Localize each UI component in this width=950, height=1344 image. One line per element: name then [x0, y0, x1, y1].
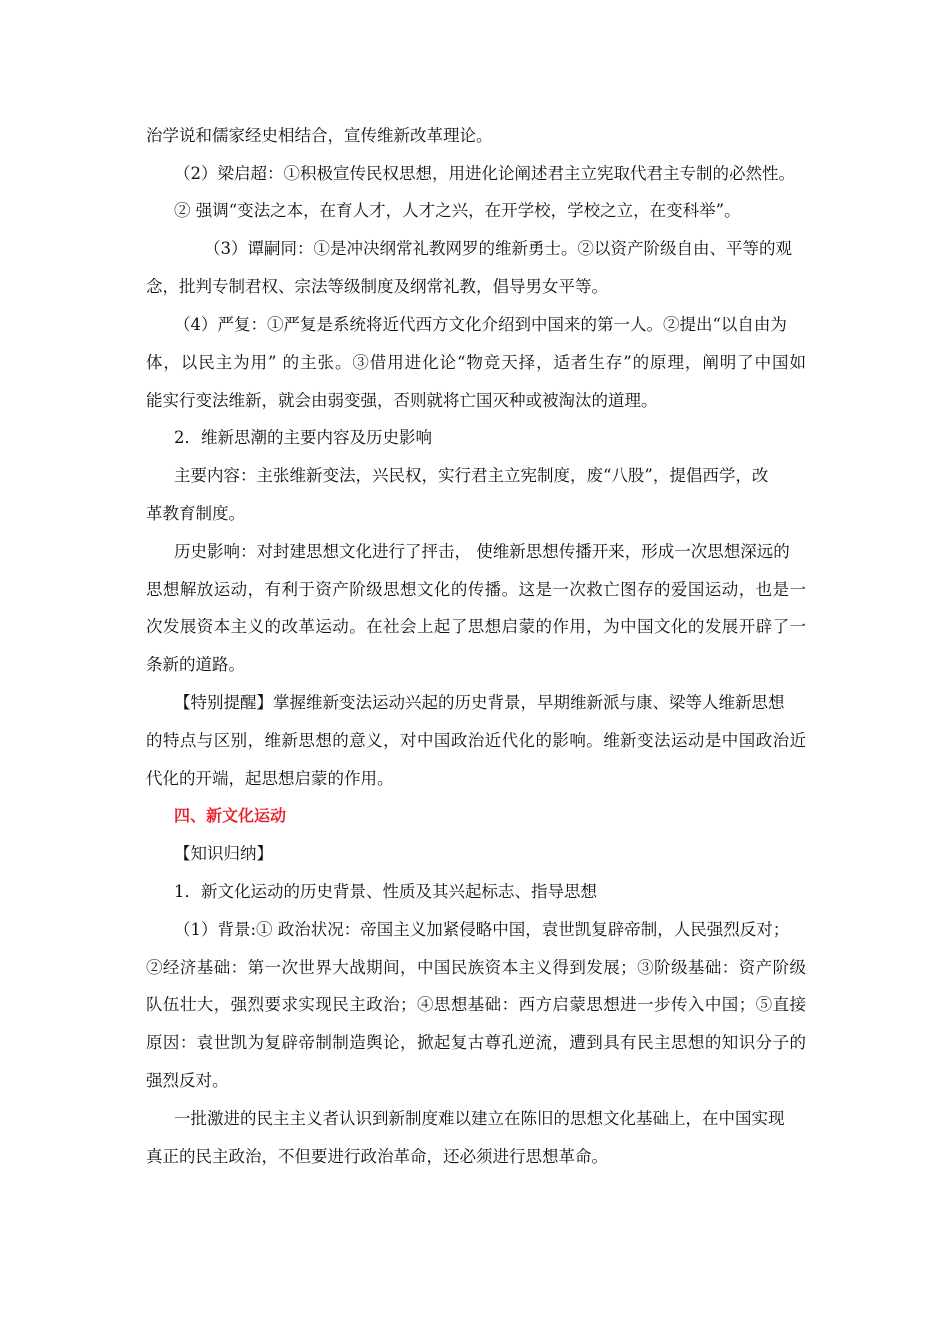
text-line: 次发展资本主义的改革运动。在社会上起了思想启蒙的作用，为中国文化的发展开辟了一	[146, 617, 806, 636]
text-line: 历史影响：对封建思想文化进行了抨击， 使维新思想传播开来，形成一次思想深远的	[174, 542, 790, 561]
text-line: 原因：袁世凯为复辟帝制制造舆论，掀起复古尊孔逆流，遭到具有民主思想的知识分子的	[146, 1033, 806, 1052]
text-line: 代化的开端，起思想启蒙的作用。	[146, 769, 394, 788]
text-line: （4）严复：①严复是系统将近代西方文化介绍到中国来的第一人。②提出“以自由为	[174, 315, 787, 334]
text-line: 思想解放运动，有利于资产阶级思想文化的传播。这是一次救亡图存的爱国运动，也是一	[146, 580, 806, 599]
text-line: 队伍壮大，强烈要求实现民主政治；④思想基础：西方启蒙思想进一步传入中国；⑤直接	[146, 995, 806, 1014]
text-line: 革教育制度。	[146, 504, 245, 523]
text-line: 真正的民主政治，不但要进行政治革命，还必须进行思想革命。	[146, 1147, 608, 1166]
text-line: （3）谭嗣同：①是冲决纲常礼教网罗的维新勇士。②以资产阶级自由、平等的观	[204, 239, 792, 258]
text-line: 强烈反对。	[146, 1071, 229, 1090]
section-heading: 四、新文化运动	[174, 806, 287, 825]
text-line: 治学说和儒家经史相结合，宣传维新改革理论。	[146, 126, 493, 145]
text-line: 念，批判专制君权、宗法等级制度及纲常礼教，倡导男女平等。	[146, 277, 608, 296]
text-line: （1）背景:① 政治状况：帝国主义加紧侵略中国，袁世凯复辟帝制，人民强烈反对；	[174, 920, 790, 939]
text-line: ②经济基础：第一次世界大战期间，中国民族资本主义得到发展；③阶级基础：资产阶级	[146, 958, 806, 977]
text-line: 体，以民主为用” 的主张。③借用进化论“物竞天择，适者生存”的原理，阐明了中国如	[146, 353, 806, 372]
special-reminder: 【特别提醒】掌握维新变法运动兴起的历史背景，早期维新派与康、梁等人维新思想	[174, 693, 785, 712]
text-line: 能实行变法维新，就会由弱变强，否则就将亡国灭种或被淘汰的道理。	[146, 391, 658, 410]
knowledge-summary-label: 【知识归纳】	[174, 844, 273, 863]
section-subheading: 2．维新思潮的主要内容及历史影响	[174, 428, 432, 447]
text-line: ② 强调“变法之本，在育人才，人才之兴，在开学校，学校之立，在变科举”。	[174, 201, 741, 220]
text-line: 条新的道路。	[146, 655, 245, 674]
text-line: （2）梁启超：①积极宣传民权思想，用进化论阐述君主立宪取代君主专制的必然性。	[174, 164, 795, 183]
text-line: 主要内容：主张维新变法，兴民权，实行君主立宪制度，废“八股”，提倡西学，改	[174, 466, 769, 485]
text-line: 的特点与区别，维新思想的意义，对中国政治近代化的影响。维新变法运动是中国政治近	[146, 731, 806, 750]
section-subheading: 1．新文化运动的历史背景、性质及其兴起标志、指导思想	[174, 882, 597, 901]
text-line: 一批激进的民主主义者认识到新制度难以建立在陈旧的思想文化基础上，在中国实现	[174, 1109, 785, 1128]
